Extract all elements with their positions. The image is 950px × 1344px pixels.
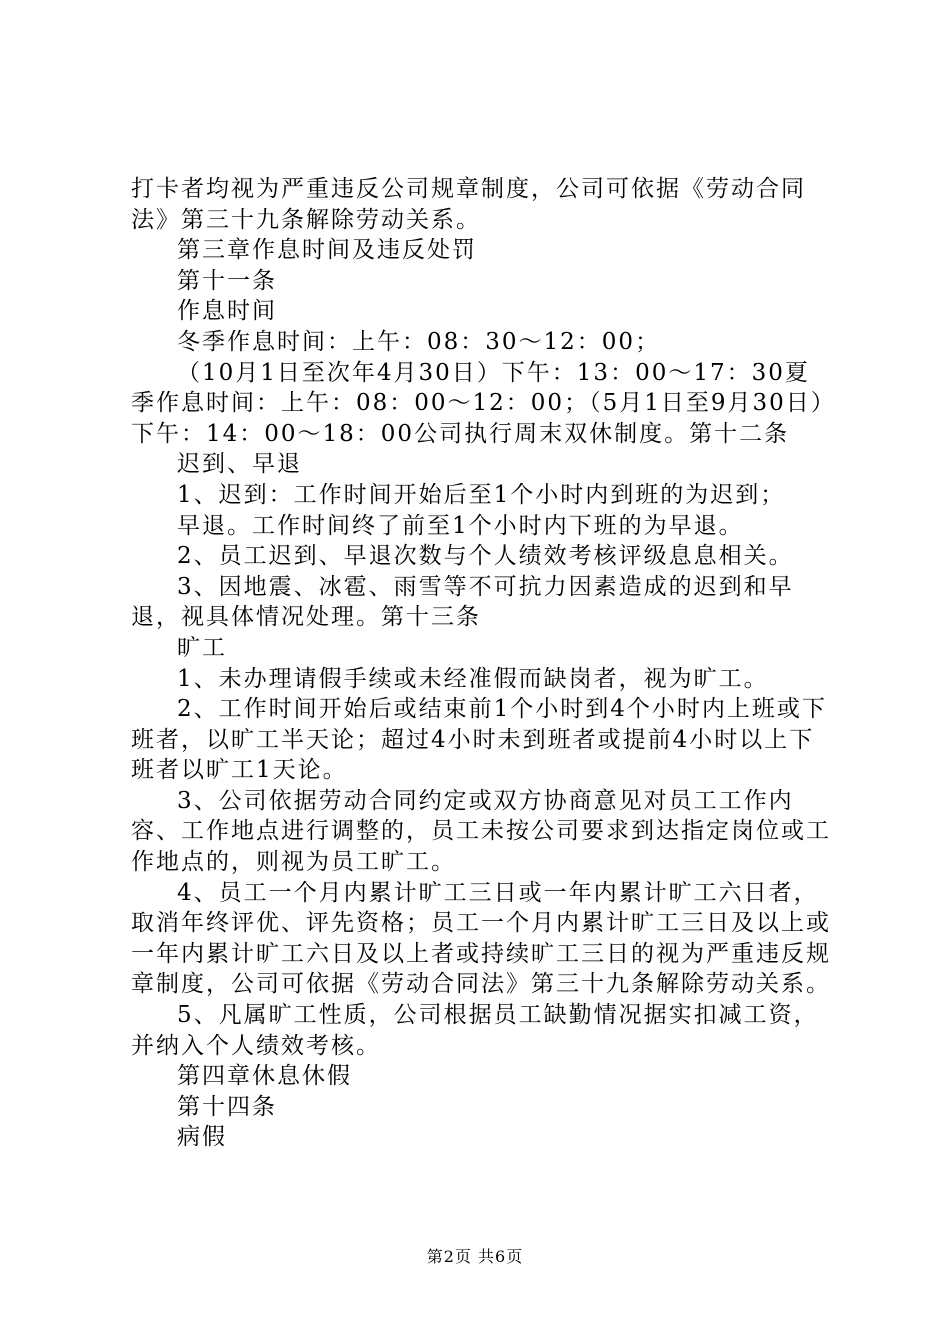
- paragraph: 2、工作时间开始后或结束前1个小时到4个小时内上班或下班者，以旷工半天论；超过4小时未到班者或提前4小时以上下班者以旷工1天论。: [131, 696, 827, 784]
- paragraph: 4、员工一个月内累计旷工三日或一年内累计旷工六日者，取消年终评优、评先资格；员工一个月内累计旷工三日及以上或一年内累计旷工六日及以上者或持续旷工三日的视为严重违反规章制度，公司可依据《劳动合同法》第三十九条解除劳动关系。: [131, 879, 831, 998]
- article-title: 作息时间: [177, 298, 277, 325]
- paragraph: 冬季作息时间：上午：08：30～12：00；: [177, 328, 661, 355]
- paragraph: 1、未办理请假手续或未经准假而缺岗者，视为旷工。: [177, 665, 769, 692]
- paragraph: 1、迟到：工作时间开始后至1个小时内到班的为迟到；: [177, 481, 786, 508]
- chapter-heading: 第四章休息休假: [177, 1063, 352, 1090]
- page-footer: 第2页 共6页: [426, 1247, 524, 1266]
- paragraph: （10月1日至次年4月30日）下午：13：00～17：30夏季作息时间：上午：08：00～12：00；（5月1日至9月30日）下午：14：00～18：00公司执行周末双休制度。第十二条: [131, 359, 825, 447]
- article-title: 病假: [177, 1124, 227, 1151]
- paragraph: 2、员工迟到、早退次数与个人绩效考核评级息息相关。: [177, 543, 794, 570]
- article-number: 第十一条: [177, 267, 277, 294]
- article-title: 旷工: [177, 634, 227, 661]
- paragraph: 3、因地震、冰雹、雨雪等不可抗力因素造成的迟到和早退，视具体情况处理。第十三条: [131, 573, 794, 631]
- chapter-heading: 第三章作息时间及违反处罚: [177, 237, 477, 264]
- document-body: [131, 174, 831, 1153]
- paragraph: 5、凡属旷工性质，公司根据员工缺勤情况据实扣减工资，并纳入个人绩效考核。: [131, 1002, 819, 1059]
- paragraph: 3、公司依据劳动合同约定或双方协商意见对员工工作内容、工作地点进行调整的，员工未按公司要求到达指定岗位或工作地点的，则视为员工旷工。: [131, 787, 831, 876]
- paragraph: 早退。工作时间终了前至1个小时内下班的为早退。: [177, 512, 744, 539]
- paragraph: 打卡者均视为严重违反公司规章制度，公司可依据《劳动合同法》第三十九条解除劳动关系。: [131, 176, 806, 233]
- article-number: 第十四条: [177, 1093, 277, 1120]
- article-title: 迟到、早退: [177, 451, 302, 478]
